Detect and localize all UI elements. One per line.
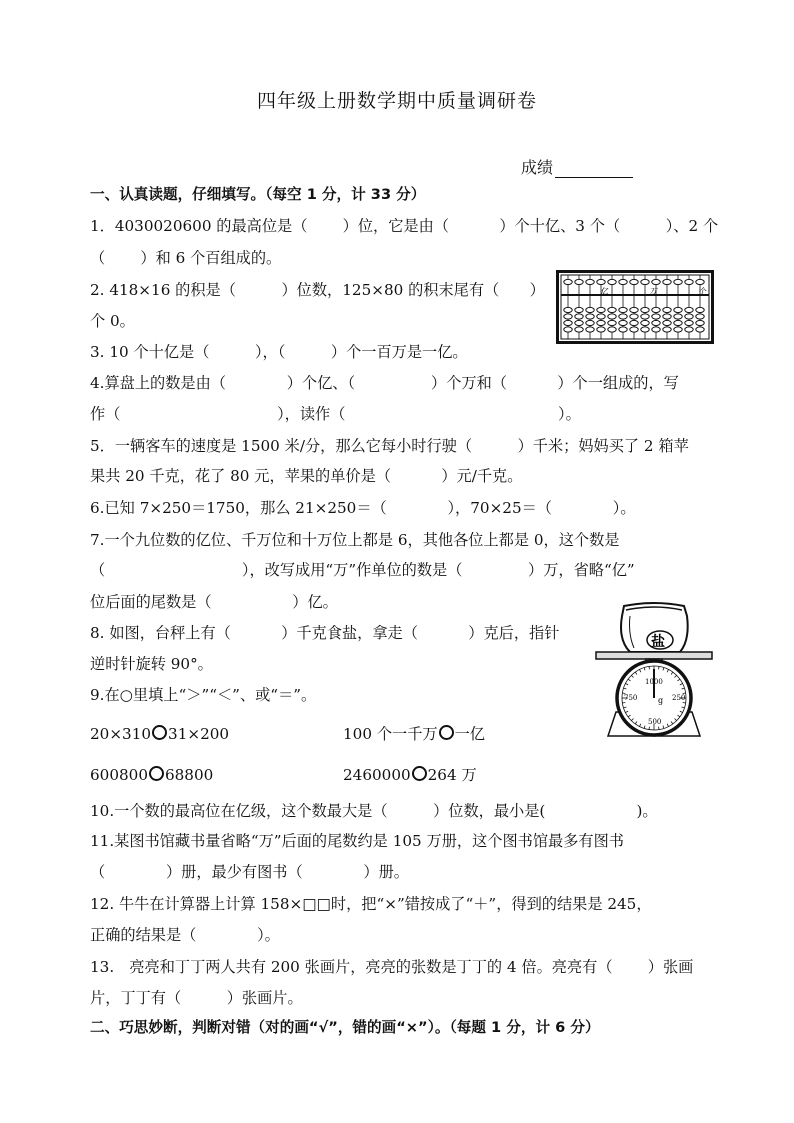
abacus-bead <box>608 279 616 284</box>
abacus-bead <box>685 279 693 284</box>
abacus-bead <box>597 279 605 284</box>
abacus-bead <box>564 279 572 284</box>
abacus-bead <box>641 320 649 325</box>
question-7-line-1: 7.一个九位数的亿位、千万位和十万位上都是 6，其他各位上都是 0，这个数是 <box>90 531 620 549</box>
compare-2-right: 一亿 <box>454 725 485 743</box>
abacus-bead <box>663 320 671 325</box>
compare-2-circle[interactable] <box>439 725 454 740</box>
abacus-bead <box>608 320 616 325</box>
abacus-image <box>556 270 714 344</box>
abacus-bead <box>652 279 660 284</box>
question-13-line-1: 13. 亮亮和丁丁两人共有 200 张画片，亮亮的张数是丁丁的 4 倍。亮亮有（ ）张画 <box>90 958 694 976</box>
compare-1-left: 20×310 <box>90 725 152 743</box>
abacus-bead <box>564 320 572 325</box>
question-1-line-1: 1．4030020600 的最高位是（ ）位，它是由（ ）个十亿、3 个（ ）、2 个 <box>90 217 719 235</box>
abacus-bead <box>652 314 660 319</box>
compare-item-2 <box>343 724 485 744</box>
question-9: 9.在○里填上“＞”“＜”、或“＝”。 <box>90 686 317 704</box>
compare-4-left: 2460000 <box>343 766 411 784</box>
question-12-line-1: 12. 牛牛在计算器上计算 158×□□时，把“×”错按成了“＋”，得到的结果是 245， <box>90 895 652 913</box>
question-5-line-1: 5．一辆客车的速度是 1500 米/分，那么它每小时行驶（ ）千米；妈妈买了 2 箱苹 <box>90 437 689 455</box>
question-4-line-2: 作（ ），读作（ ）。 <box>90 405 581 423</box>
salt-label: 盐 <box>651 634 665 650</box>
section-1-heading: 一、认真读题，仔细填写。（每空 1 分，计 33 分） <box>90 186 426 203</box>
compare-2-left: 100 个一千万 <box>343 725 438 743</box>
compare-1-circle[interactable] <box>152 725 167 740</box>
abacus-bead <box>674 307 682 312</box>
abacus-bead <box>674 279 682 284</box>
question-5-line-2: 果共 20 千克，花了 80 元，苹果的单价是（ ）元/千克。 <box>90 467 523 485</box>
abacus-bead <box>663 327 671 332</box>
abacus-bead <box>630 307 638 312</box>
abacus-bead <box>674 314 682 319</box>
abacus-bead <box>575 279 583 284</box>
abacus-label-wan: 万 <box>649 287 657 296</box>
abacus-bead <box>619 327 627 332</box>
question-2-line-2: 个 0。 <box>90 312 135 330</box>
abacus-bead <box>586 314 594 319</box>
abacus-bead <box>586 279 594 284</box>
section-2-heading: 二、巧思妙断，判断对错（对的画“√”，错的画“×”）。（每题 1 分，计 6 分） <box>90 1019 600 1036</box>
abacus-bead <box>575 320 583 325</box>
question-7-line-2: （ ），改写成用“万”作单位的数是（ ）万，省略“亿” <box>90 561 635 579</box>
abacus-bead <box>586 327 594 332</box>
abacus-bead <box>575 327 583 332</box>
abacus-bead <box>652 307 660 312</box>
dial-500: 500 <box>648 718 662 726</box>
abacus-bead <box>674 320 682 325</box>
abacus-bead <box>630 320 638 325</box>
abacus-bead <box>608 314 616 319</box>
abacus-bead <box>641 279 649 284</box>
abacus-bead <box>619 320 627 325</box>
abacus-label-yi: 亿 <box>600 287 608 296</box>
abacus-bead <box>663 314 671 319</box>
abacus-bead <box>696 327 704 332</box>
abacus-bead <box>696 320 704 325</box>
abacus-bead <box>630 279 638 284</box>
question-8-line-1: 8. 如图，台秤上有（ ）千克食盐，拿走（ ）克后，指针 <box>90 624 560 642</box>
abacus-bead <box>630 327 638 332</box>
abacus-bead <box>652 327 660 332</box>
question-10: 10.一个数的最高位在亿级，这个数最大是（ ）位数，最小是( )。 <box>90 802 658 820</box>
dial-250: 250 <box>672 694 686 702</box>
question-11-line-2: （ ）册，最少有图书（ ）册。 <box>90 863 409 881</box>
compare-4-circle[interactable] <box>412 766 427 781</box>
abacus-bead <box>696 307 704 312</box>
abacus-bead <box>641 314 649 319</box>
question-6: 6.已知 7×250＝1750，那么 21×250＝（ ），70×25＝（ ）。 <box>90 499 636 517</box>
abacus-bead <box>674 327 682 332</box>
question-3: 3. 10 个十亿是（ ），（ ）个一百万是一亿。 <box>90 343 468 361</box>
abacus-bead <box>630 314 638 319</box>
abacus-bead <box>597 307 605 312</box>
abacus-bead <box>597 327 605 332</box>
question-13-line-2: 片，丁丁有（ ）张画片。 <box>90 989 303 1007</box>
abacus-bead <box>586 320 594 325</box>
abacus-bead <box>685 320 693 325</box>
question-8-line-2: 逆时针旋转 90°。 <box>90 655 213 673</box>
dial-1000: 1000 <box>645 678 663 686</box>
abacus-bead <box>619 314 627 319</box>
compare-item-4 <box>343 765 477 785</box>
abacus-bead <box>597 320 605 325</box>
question-12-line-2: 正确的结果是（ ）。 <box>90 926 280 944</box>
abacus-bead <box>652 320 660 325</box>
abacus-bead <box>586 307 594 312</box>
abacus-bead <box>575 307 583 312</box>
compare-3-circle[interactable] <box>149 766 164 781</box>
dial-unit: g <box>658 696 664 705</box>
abacus-bead <box>663 279 671 284</box>
abacus-bead <box>564 314 572 319</box>
abacus-bead <box>608 307 616 312</box>
abacus-bead <box>564 307 572 312</box>
abacus-bead <box>608 327 616 332</box>
question-1-line-2: （ ）和 6 个百组成的。 <box>90 249 282 267</box>
compare-item-1 <box>90 724 229 744</box>
compare-3-right: 68800 <box>164 766 214 784</box>
dial-750: 750 <box>624 694 638 702</box>
abacus-bead <box>641 307 649 312</box>
abacus-bead <box>597 314 605 319</box>
compare-item-3 <box>90 765 213 785</box>
score-label: 成绩 <box>521 158 554 177</box>
abacus-bead <box>641 327 649 332</box>
abacus-bead <box>619 307 627 312</box>
abacus-bead <box>564 327 572 332</box>
score-blank[interactable] <box>555 160 633 178</box>
page-title: 四年级上册数学期中质量调研卷 <box>256 90 537 112</box>
question-2-line-1: 2. 418×16 的积是（ ）位数，125×80 的积末尾有（ ） <box>90 281 545 299</box>
abacus-bead <box>685 327 693 332</box>
question-7-line-3: 位后面的尾数是（ ）亿。 <box>90 593 338 611</box>
abacus-bead <box>663 307 671 312</box>
compare-1-right: 31×200 <box>168 725 230 743</box>
abacus-label-ge: 个 <box>698 287 706 296</box>
score-field <box>521 155 633 178</box>
compare-3-left: 600800 <box>90 766 148 784</box>
compare-4-right: 264 万 <box>427 766 477 784</box>
question-11-line-1: 11.某图书馆藏书量省略“万”后面的尾数约是 105 万册，这个图书馆最多有图书 <box>90 832 624 850</box>
abacus-bead <box>685 307 693 312</box>
abacus-bead <box>685 314 693 319</box>
abacus-bead <box>696 314 704 319</box>
abacus-bead <box>696 279 704 284</box>
scale-image <box>592 600 717 742</box>
abacus-bead <box>619 279 627 284</box>
question-4-line-1: 4.算盘上的数是由（ ）个亿、（ ）个万和（ ）个一组成的，写 <box>90 374 679 392</box>
abacus-bead <box>575 314 583 319</box>
